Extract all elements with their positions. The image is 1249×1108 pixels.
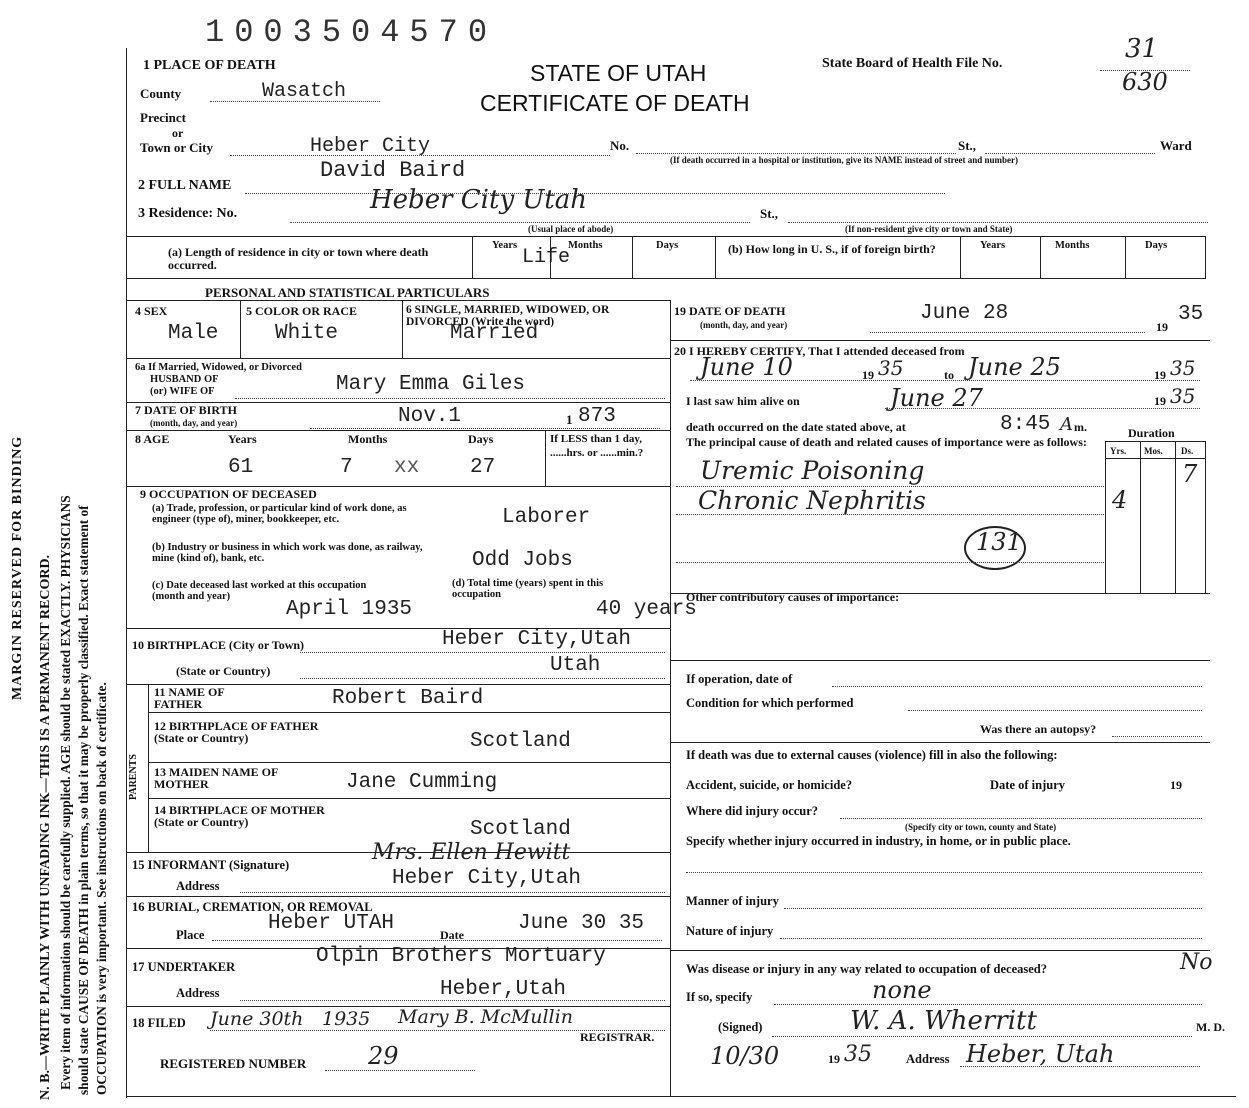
instruction-line-4: OCCUPATION is very important. See instructions on back of certificate. — [94, 682, 109, 1095]
condition-label: Condition for which performed — [686, 696, 854, 710]
duration-mos: Mos. — [1144, 446, 1163, 456]
us-years-label: Years — [980, 240, 1006, 251]
contributory-row-rule — [670, 660, 1210, 661]
duration-col-1 — [1105, 441, 1106, 593]
dob-line — [310, 428, 660, 429]
registrar-signature: Mary B. McMullin — [398, 1006, 573, 1028]
center-divider — [670, 300, 671, 1096]
age-label: 8 AGE — [135, 432, 170, 446]
precinct-label: Precinct — [140, 110, 186, 125]
res-months-label: Months — [568, 240, 603, 251]
length-residence-label: (a) Length of residence in city or town where death occurred. — [168, 245, 429, 272]
file-no-value-2: 630 — [1122, 68, 1168, 96]
father-bp-row-rule — [148, 762, 671, 763]
cause-2-line — [676, 514, 1104, 515]
record-stamp-number: 1003504570 — [205, 14, 498, 51]
md-label: M. D. — [1196, 1020, 1225, 1034]
father-birthplace-value: Scotland — [470, 730, 571, 753]
age-less-label: If LESS than 1 day, ......hrs. or ......min.? — [550, 433, 644, 459]
sign-year-value: 35 — [844, 1042, 872, 1067]
res-col-6 — [1040, 236, 1041, 278]
cause-1-days: 7 — [1182, 460, 1198, 488]
mother-name-label: 13 MAIDEN NAME OF MOTHER — [154, 765, 278, 791]
age-struck-value: xx — [394, 456, 420, 479]
duration-col-2 — [1140, 441, 1141, 593]
parents-side-label: PARENTS — [128, 754, 139, 800]
mother-birthplace-label: 14 BIRTHPLACE OF MOTHER (State or Country) — [154, 803, 325, 829]
residence-street-label: St., — [760, 206, 779, 221]
sign-date-value: 10/30 — [710, 1042, 780, 1070]
where-injury-line — [840, 818, 1202, 819]
mother-name-value: Jane Cumming — [346, 771, 498, 794]
street-label: St., — [958, 138, 977, 153]
sign-year-19: 19 — [828, 1052, 840, 1066]
age-less-divider — [545, 430, 546, 486]
burial-place-line — [212, 940, 662, 941]
us-days-label: Days — [1145, 240, 1168, 251]
last-saw-year: 35 — [1170, 384, 1196, 408]
dob-year-prefix: 1 — [566, 412, 573, 427]
condition-line — [908, 710, 1202, 711]
residence-box-top — [126, 236, 1206, 237]
duration-ds: Ds. — [1181, 446, 1194, 456]
dob-sub-label: (month, day, and year) — [150, 418, 238, 428]
burial-date-value: June 30 35 — [518, 912, 645, 935]
physician-address-value: Heber, Utah — [966, 1040, 1115, 1068]
undertaker-value: Olpin Brothers Mortuary — [316, 945, 606, 968]
operation-line — [832, 686, 1202, 687]
sex-col-divider — [240, 300, 241, 358]
burial-place-label: Place — [176, 928, 205, 942]
spouse-label-3: (or) WIFE OF — [150, 386, 215, 397]
color-label: 5 COLOR OR RACE — [246, 304, 358, 318]
mother-row-rule — [148, 798, 671, 799]
occupation-c-label: (c) Date deceased last worked at this occupation (month and year) — [152, 580, 367, 602]
time-of-death-value: 8:45 — [1000, 413, 1051, 436]
burial-place-value: Heber UTAH — [268, 912, 395, 935]
mother-birthplace-value: Scotland — [470, 818, 571, 841]
town-label: Town or City — [140, 140, 213, 155]
county-label: County — [140, 86, 182, 101]
attended-to-label: to — [944, 368, 954, 382]
manner-injury-label: Manner of injury — [686, 894, 779, 908]
birthplace-line — [300, 652, 665, 653]
external-causes-label: If death was due to external causes (violence) fill in also the following: — [686, 748, 1058, 762]
accident-label: Accident, suicide, or homicide? — [686, 778, 853, 792]
signed-label: (Signed) — [718, 1020, 763, 1034]
burial-label: 16 BURIAL, CREMATION, OR REMOVAL — [132, 900, 373, 914]
certify-label: 20 I HEREBY CERTIFY, That I attended deceased from — [674, 344, 965, 358]
last-saw-19: 19 — [1154, 394, 1166, 408]
attended-from-value: June 10 — [700, 353, 793, 381]
street-no-line — [636, 153, 956, 154]
sex-value: Male — [168, 322, 219, 345]
cause-code-value: 131 — [976, 528, 1022, 556]
autopsy-label: Was there an autopsy? — [980, 722, 1097, 736]
duration-rule — [1105, 441, 1205, 442]
cause-3-line — [676, 562, 1104, 563]
informant-address-value: Heber City,Utah — [392, 867, 582, 890]
color-value: White — [275, 322, 339, 345]
death-date-value: June 28 — [920, 302, 1009, 325]
usual-place-note: (Usual place of abode) — [528, 224, 614, 234]
birthplace-state-line — [300, 678, 665, 679]
attended-to-19: 19 — [1154, 368, 1166, 382]
dob-label: 7 DATE OF BIRTH — [135, 403, 237, 417]
spouse-label-2: HUSBAND OF — [150, 374, 219, 385]
specify-place-note: (Specify city or town, county and State) — [905, 822, 1057, 832]
file-no-value-1: 31 — [1125, 34, 1159, 64]
last-saw-line — [885, 408, 1200, 409]
informant-label: 15 INFORMANT (Signature) — [132, 858, 290, 872]
autopsy-line — [1112, 736, 1202, 737]
full-name-line — [245, 193, 945, 194]
marital-label: 6 SINGLE, MARRIED, WIDOWED, OR DIVORCED (Write the word) — [406, 304, 610, 328]
color-col-divider — [402, 300, 403, 358]
residence-value: Heber City Utah — [370, 185, 588, 215]
operation-label: If operation, date of — [686, 672, 793, 686]
parents-divider — [148, 684, 149, 852]
certificate-title-state: STATE OF UTAH — [530, 60, 707, 86]
residence-label: 3 Residence: No. — [138, 206, 238, 221]
residence-line — [290, 222, 750, 223]
occupation-label: 9 OCCUPATION OF DECEASED — [140, 487, 317, 501]
occupation-a-label: (a) Trade, profession, or particular kind of work done, as engineer (type of), miner, bookkeeper, etc. — [152, 503, 407, 525]
nonresident-note: (If non-resident give city or town and State) — [845, 224, 1013, 234]
res-col-5 — [960, 236, 961, 278]
marital-row-rule — [126, 358, 671, 359]
age-months-value: 7 — [340, 456, 353, 479]
dob-year-value: 873 — [578, 405, 616, 428]
instruction-line-1: N. B.—WRITE PLAINLY WITH UNFADING INK—THIS IS A PERMANENT RECORD. — [38, 554, 53, 1100]
age-days-value: 27 — [470, 456, 496, 479]
filed-date-value: June 30th — [210, 1008, 304, 1030]
personal-heading-rule — [126, 300, 671, 301]
time-am-pm: A — [1060, 414, 1073, 435]
birthplace-state-label: (State or Country) — [176, 664, 271, 678]
if-so-specify-value: none — [872, 976, 932, 1004]
informant-signature: Mrs. Ellen Hewitt — [372, 840, 571, 865]
binding-margin-note: MARGIN RESERVED FOR BINDING — [10, 435, 25, 700]
birthplace-value: Heber City,Utah — [442, 628, 632, 651]
cause-2-value: Chronic Nephritis — [698, 486, 926, 515]
father-name-label: 11 NAME OF FATHER — [154, 685, 225, 711]
place-of-death-heading: 1 PLACE OF DEATH — [143, 58, 276, 73]
town-value: Heber City — [310, 135, 431, 158]
duration-col-4 — [1205, 441, 1206, 593]
undertaker-address-value: Heber,Utah — [440, 978, 567, 1001]
res-col-4 — [715, 236, 716, 278]
age-days-label: Days — [468, 432, 494, 446]
us-residence-label: (b) How long in U. S., if of foreign birth? — [728, 242, 936, 256]
physician-address-label: Address — [906, 1052, 950, 1066]
res-col-7 — [1125, 236, 1126, 278]
injury-date-label: Date of injury — [990, 778, 1065, 792]
undertaker-address-label: Address — [176, 986, 220, 1000]
residence-street-line — [788, 222, 1208, 223]
registrar-label: REGISTRAR. — [580, 1030, 655, 1044]
certificate-title: CERTIFICATE OF DEATH — [480, 90, 750, 116]
time-of-death-label: death occurred on the date stated above, at — [686, 420, 906, 434]
duration-col-3 — [1175, 441, 1176, 593]
spouse-value: Mary Emma Giles — [336, 373, 526, 396]
if-so-specify-line — [774, 1004, 1202, 1005]
death-date-row-rule — [670, 340, 1210, 341]
length-residence-value: Life — [522, 246, 571, 269]
form-bottom-border — [126, 1096, 1236, 1097]
spouse-line — [235, 398, 665, 399]
registered-number-line — [325, 1070, 475, 1071]
death-date-line — [870, 332, 1145, 333]
occupation-a-value: Laborer — [502, 506, 591, 529]
attended-from-year: 35 — [878, 356, 904, 380]
cause-of-death-label: The principal cause of death and related causes of importance were as follows: — [686, 435, 1087, 449]
duration-label: Duration — [1128, 426, 1175, 440]
instruction-line-2: Every item of information should be carefully supplied. AGE should be stated EXACTLY. PHYSICIANS — [58, 495, 73, 1090]
last-saw-label: I last saw him alive on — [686, 394, 800, 408]
birthplace-label: 10 BIRTHPLACE (City or Town) — [132, 638, 305, 652]
res-col-3 — [632, 236, 633, 278]
instruction-line-3: should state CAUSE OF DEATH in plain terms, so that it may be properly classified. Exact statement of — [76, 505, 91, 1095]
father-birthplace-label: 12 BIRTHPLACE OF FATHER (State or Country) — [154, 719, 319, 745]
res-days-label: Days — [656, 240, 679, 251]
age-years-value: 61 — [228, 456, 254, 479]
where-injury-label: Where did injury occur? — [686, 804, 819, 818]
dob-row-rule — [126, 430, 671, 431]
age-years-label: Years — [228, 432, 257, 446]
street-no-label: No. — [610, 138, 630, 153]
spouse-label-1: 6a If Married, Widowed, or Divorced — [135, 362, 302, 373]
death-date-label: 19 DATE OF DEATH — [674, 304, 786, 318]
county-value: Wasatch — [262, 80, 347, 103]
age-months-label: Months — [348, 432, 388, 446]
specify-industry-label: Specify whether injury occurred in industry, in home, or in public place. — [686, 834, 1071, 848]
duration-yrs: Yrs. — [1110, 446, 1127, 456]
attended-from-19: 19 — [862, 368, 874, 382]
registered-number-value: 29 — [368, 1042, 399, 1070]
signed-line — [772, 1036, 1192, 1037]
birthplace-state-value: Utah — [550, 654, 601, 677]
cause-1-value: Uremic Poisoning — [700, 456, 925, 485]
res-years-label: Years — [492, 240, 518, 251]
if-so-specify-label: If so, specify — [686, 990, 753, 1004]
occupation-d-value: 40 years — [596, 598, 697, 621]
informant-address-label: Address — [176, 879, 220, 893]
duration-header-rule — [1105, 458, 1205, 459]
father-name-value: Robert Baird — [332, 687, 484, 710]
time-m-suffix: m. — [1074, 420, 1087, 434]
registered-number-label: REGISTERED NUMBER — [160, 1056, 307, 1071]
father-row-rule — [148, 712, 671, 713]
form-left-border — [126, 48, 127, 1098]
death-year-prefix: 19 — [1156, 320, 1168, 334]
res-col-8 — [1205, 236, 1206, 278]
occupation-related-value: No — [1180, 950, 1213, 975]
attended-to-year: 35 — [1170, 356, 1196, 380]
injury-date-19: 19 — [1170, 778, 1182, 792]
file-no-label: State Board of Health File No. — [822, 56, 1003, 71]
burial-date-label: Date — [440, 928, 464, 942]
cause-2-years: 4 — [1112, 486, 1128, 514]
sex-label: 4 SEX — [135, 304, 168, 318]
nature-injury-line — [780, 938, 1202, 939]
full-name-value: David Baird — [320, 158, 466, 183]
injury-row-rule — [670, 950, 1210, 951]
attended-line — [690, 380, 1200, 381]
filed-label: 18 FILED — [132, 1016, 186, 1030]
or-label: or — [172, 126, 184, 140]
filed-year-value: 1935 — [322, 1008, 371, 1030]
personal-heading: PERSONAL AND STATISTICAL PARTICULARS — [205, 285, 490, 300]
marital-value: Married — [450, 322, 539, 345]
full-name-label: 2 FULL NAME — [138, 178, 232, 193]
undertaker-label: 17 UNDERTAKER — [132, 960, 236, 974]
hospital-note: (If death occurred in a hospital or institution, give its NAME instead of street and number) — [670, 155, 1019, 165]
us-months-label: Months — [1055, 240, 1090, 251]
occupation-related-label: Was disease or injury in any way related to occupation of deceased? — [686, 962, 1047, 976]
death-date-sub-label: (month, day, and year) — [700, 320, 788, 330]
last-saw-value: June 27 — [890, 384, 983, 412]
occupation-d-label: (d) Total time (years) spent in this occupation — [452, 578, 604, 600]
nature-injury-label: Nature of injury — [686, 924, 774, 938]
dob-value: Nov.1 — [398, 405, 462, 428]
death-year-value: 35 — [1178, 303, 1204, 326]
ward-line — [985, 153, 1155, 154]
contributory-label: Other contributory causes of importance: — [686, 590, 900, 604]
res-col-1 — [472, 236, 473, 278]
residence-box-bottom — [126, 278, 1206, 279]
physician-signature: W. A. Wherritt — [850, 1006, 1037, 1036]
operation-row-rule — [670, 742, 1210, 743]
manner-injury-line — [784, 908, 1202, 909]
occupation-c-value: April 1935 — [286, 598, 413, 621]
informant-row-rule — [126, 896, 671, 897]
informant-address-line — [240, 892, 665, 893]
specify-industry-line — [686, 872, 1202, 873]
attended-to-value: June 25 — [968, 353, 1061, 381]
ward-label: Ward — [1160, 138, 1192, 153]
occupation-b-value: Odd Jobs — [472, 549, 573, 572]
occupation-b-label: (b) Industry or business in which work was done, as railway, mine (kind of), bank, etc. — [152, 542, 423, 564]
